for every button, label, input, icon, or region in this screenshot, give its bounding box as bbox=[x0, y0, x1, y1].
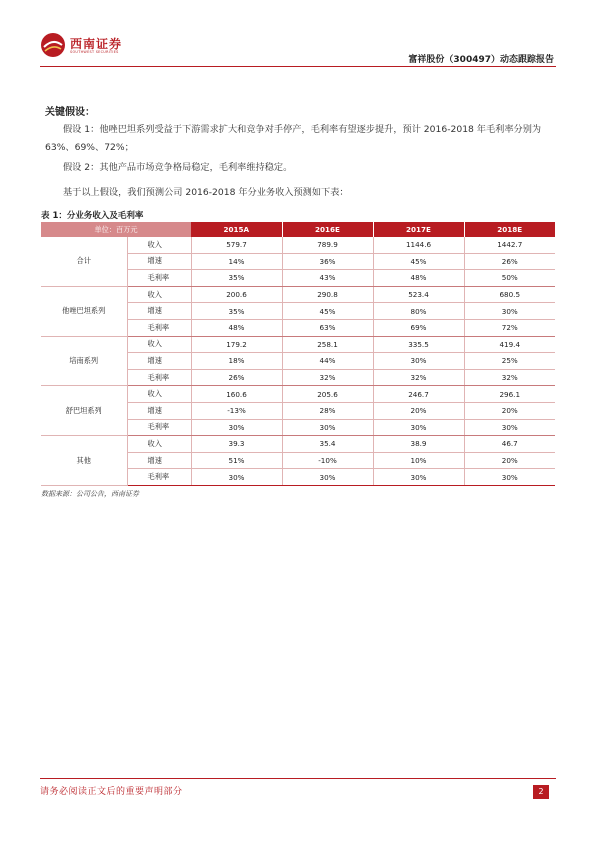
metric-label: 毛利率 bbox=[127, 419, 191, 436]
value-cell: 45% bbox=[282, 303, 373, 320]
company-logo bbox=[40, 32, 140, 62]
assumption-paragraph-2: 假设 2：其他产品市场竞争格局稳定，毛利率维持稳定。 bbox=[63, 162, 293, 173]
value-cell: 51% bbox=[191, 452, 282, 469]
value-cell: 36% bbox=[282, 253, 373, 270]
value-cell: 523.4 bbox=[373, 286, 464, 303]
value-cell: 680.5 bbox=[464, 286, 555, 303]
metric-label: 收入 bbox=[127, 286, 191, 303]
value-cell: 20% bbox=[373, 402, 464, 419]
metric-label: 毛利率 bbox=[127, 369, 191, 386]
value-cell: 290.8 bbox=[282, 286, 373, 303]
value-cell: 32% bbox=[464, 369, 555, 386]
value-cell: 30% bbox=[464, 303, 555, 320]
value-cell: 39.3 bbox=[191, 436, 282, 453]
value-cell: 30% bbox=[373, 353, 464, 370]
value-cell: 44% bbox=[282, 353, 373, 370]
value-cell: 72% bbox=[464, 319, 555, 336]
value-cell: 32% bbox=[373, 369, 464, 386]
value-cell: 179.2 bbox=[191, 336, 282, 353]
value-cell: 38.9 bbox=[373, 436, 464, 453]
metric-label: 收入 bbox=[127, 237, 191, 253]
value-cell: 1442.7 bbox=[464, 237, 555, 253]
table-row bbox=[41, 286, 555, 303]
assumption-paragraph-1: 假设 1：他唑巴坦系列受益于下游需求扩大和竞争对手停产，毛利率有望逐步提升，预计 2016-2018 年毛利率分别为 63%、69%、72%； bbox=[45, 124, 542, 153]
segment-name: 他唑巴坦系列 bbox=[41, 286, 127, 336]
header-divider bbox=[40, 66, 556, 67]
value-cell: 80% bbox=[373, 303, 464, 320]
value-cell: 30% bbox=[464, 419, 555, 436]
value-cell: 26% bbox=[191, 369, 282, 386]
value-cell: 26% bbox=[464, 253, 555, 270]
metric-label: 收入 bbox=[127, 336, 191, 353]
value-cell: 35.4 bbox=[282, 436, 373, 453]
metric-label: 收入 bbox=[127, 386, 191, 403]
value-cell: 30% bbox=[191, 419, 282, 436]
value-cell: 200.6 bbox=[191, 286, 282, 303]
year-header: 2016E bbox=[282, 222, 373, 237]
logo-emblem-icon bbox=[40, 32, 66, 58]
value-cell: 30% bbox=[282, 469, 373, 486]
value-cell: -13% bbox=[191, 402, 282, 419]
value-cell: 296.1 bbox=[464, 386, 555, 403]
forecast-intro-paragraph: 基于以上假设，我们预测公司 2016-2018 年分业务收入预测如下表： bbox=[63, 187, 349, 198]
logo-english-text: SOUTHWEST SECURITIES bbox=[70, 50, 119, 54]
metric-label: 增速 bbox=[127, 452, 191, 469]
value-cell: 789.9 bbox=[282, 237, 373, 253]
value-cell: 32% bbox=[282, 369, 373, 386]
section-title: 关键假设： bbox=[45, 107, 95, 118]
logo-chinese-text: 西南证券 bbox=[70, 37, 123, 51]
value-cell: 25% bbox=[464, 353, 555, 370]
value-cell: 419.4 bbox=[464, 336, 555, 353]
value-cell: 46.7 bbox=[464, 436, 555, 453]
value-cell: 1144.6 bbox=[373, 237, 464, 253]
value-cell: 14% bbox=[191, 253, 282, 270]
value-cell: 28% bbox=[282, 402, 373, 419]
value-cell: 43% bbox=[282, 270, 373, 287]
segment-name: 培南系列 bbox=[41, 336, 127, 386]
value-cell: 30% bbox=[464, 469, 555, 486]
unit-header: 单位：百万元 bbox=[41, 222, 191, 237]
value-cell: 30% bbox=[373, 469, 464, 486]
value-cell: 30% bbox=[282, 419, 373, 436]
year-header: 2015A bbox=[191, 222, 282, 237]
value-cell: 335.5 bbox=[373, 336, 464, 353]
segment-name: 舒巴坦系列 bbox=[41, 386, 127, 436]
value-cell: 18% bbox=[191, 353, 282, 370]
table-header-row bbox=[41, 222, 555, 237]
value-cell: 45% bbox=[373, 253, 464, 270]
value-cell: 35% bbox=[191, 303, 282, 320]
value-cell: 50% bbox=[464, 270, 555, 287]
value-cell: 205.6 bbox=[282, 386, 373, 403]
value-cell: 69% bbox=[373, 319, 464, 336]
value-cell: 30% bbox=[373, 419, 464, 436]
metric-label: 毛利率 bbox=[127, 469, 191, 486]
table-row bbox=[41, 336, 555, 353]
data-source-note: 数据来源：公司公告，西南证券 bbox=[41, 490, 139, 498]
segment-name: 合计 bbox=[41, 237, 127, 286]
value-cell: 10% bbox=[373, 452, 464, 469]
year-header: 2018E bbox=[464, 222, 555, 237]
value-cell: 48% bbox=[373, 270, 464, 287]
footer-divider bbox=[40, 778, 556, 779]
value-cell: 160.6 bbox=[191, 386, 282, 403]
year-header: 2017E bbox=[373, 222, 464, 237]
table-row bbox=[41, 436, 555, 453]
value-cell: 30% bbox=[191, 469, 282, 486]
report-title: 富祥股份（300497）动态跟踪报告 bbox=[408, 55, 554, 65]
metric-label: 毛利率 bbox=[127, 319, 191, 336]
metric-label: 增速 bbox=[127, 303, 191, 320]
table-row bbox=[41, 237, 555, 253]
value-cell: 246.7 bbox=[373, 386, 464, 403]
metric-label: 增速 bbox=[127, 253, 191, 270]
metric-label: 增速 bbox=[127, 353, 191, 370]
metric-label: 增速 bbox=[127, 402, 191, 419]
value-cell: 48% bbox=[191, 319, 282, 336]
table-row bbox=[41, 386, 555, 403]
table-caption: 表 1：分业务收入及毛利率 bbox=[41, 211, 144, 221]
value-cell: 20% bbox=[464, 452, 555, 469]
footer-disclaimer: 请务必阅读正文后的重要声明部分 bbox=[40, 787, 183, 797]
page-number: 2 bbox=[533, 785, 549, 799]
metric-label: 毛利率 bbox=[127, 270, 191, 287]
value-cell: 63% bbox=[282, 319, 373, 336]
segment-name: 其他 bbox=[41, 436, 127, 486]
revenue-margin-table bbox=[41, 222, 555, 486]
value-cell: 20% bbox=[464, 402, 555, 419]
value-cell: 35% bbox=[191, 270, 282, 287]
value-cell: -10% bbox=[282, 452, 373, 469]
metric-label: 收入 bbox=[127, 436, 191, 453]
value-cell: 258.1 bbox=[282, 336, 373, 353]
value-cell: 579.7 bbox=[191, 237, 282, 253]
